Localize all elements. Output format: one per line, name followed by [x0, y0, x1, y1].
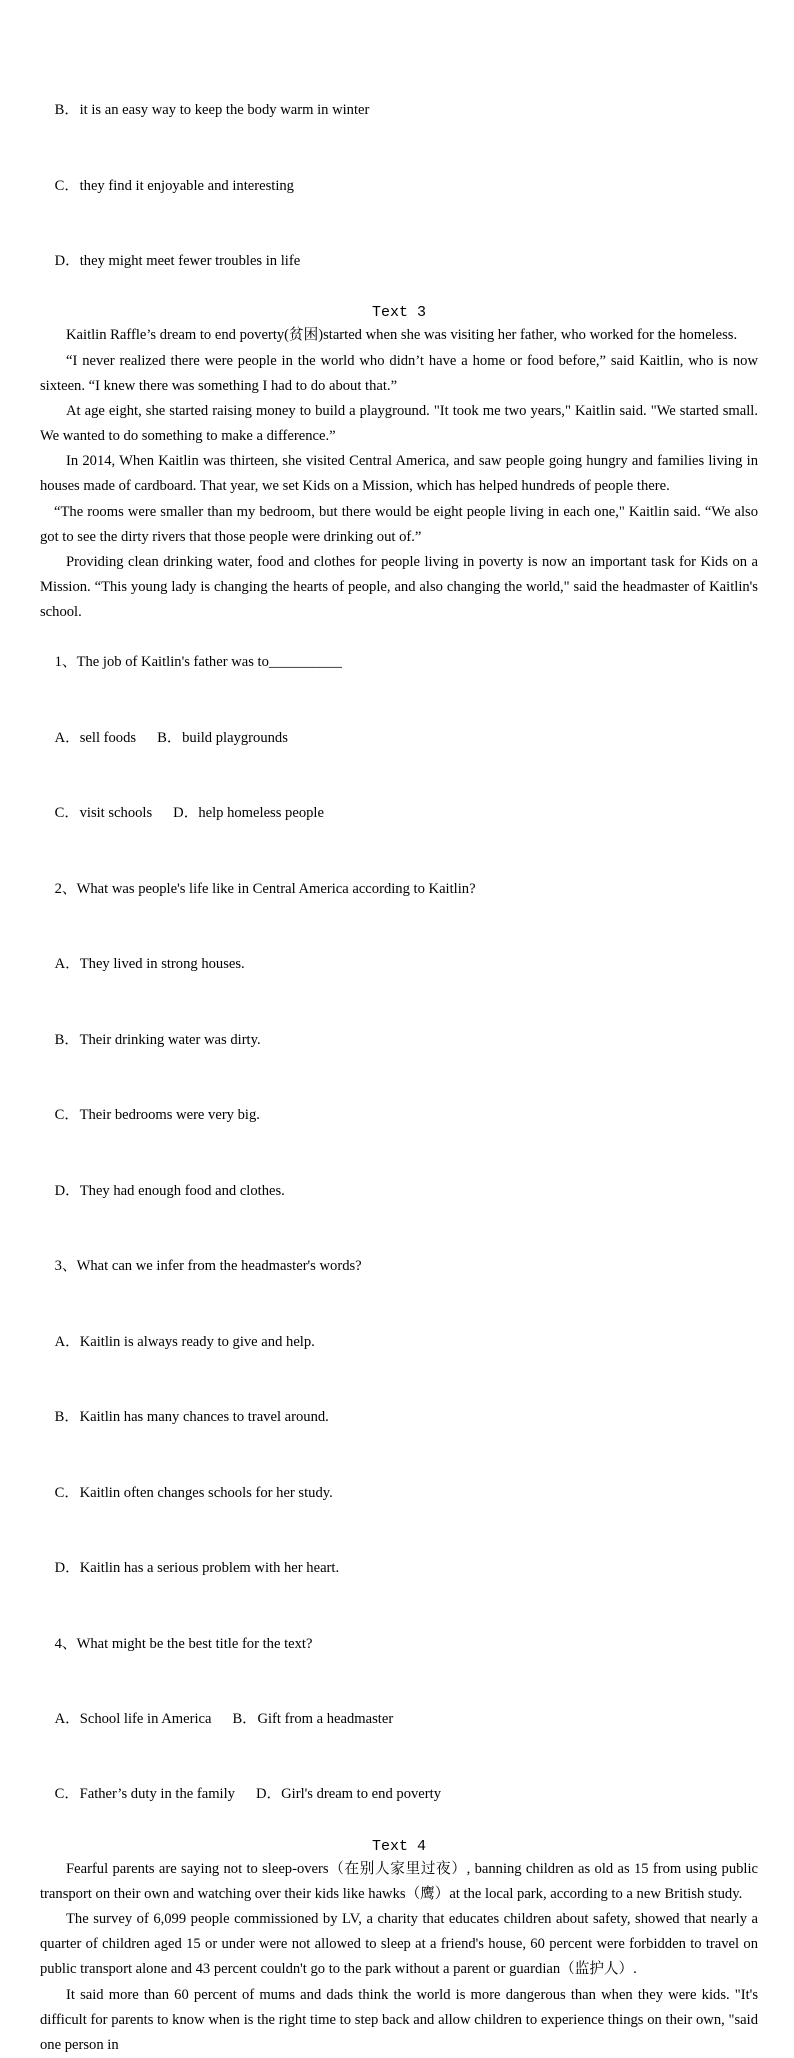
question-stem: The job of Kaitlin's father was to__________: [76, 654, 342, 671]
option-text: build playgrounds: [182, 729, 288, 746]
paragraph: Kaitlin Raffle’s dream to end poverty(贫困)started when she was visiting her father, who worked for the homeless.: [66, 327, 738, 344]
answer-option: [55, 102, 370, 118]
option-label: A．: [54, 1333, 80, 1350]
question-number: 4、: [54, 1635, 77, 1652]
option-label: A．: [54, 956, 80, 973]
option-line: [40, 1154, 758, 1229]
answer-option: [173, 805, 324, 821]
option-text: Kaitlin has a serious problem with her heart.: [79, 1560, 340, 1577]
option-text: sell foods: [79, 729, 137, 746]
option-line: [40, 1380, 758, 1455]
option-text: Father’s duty in the family: [79, 1786, 235, 1803]
option-label: B．: [54, 1031, 79, 1048]
option-label: D．: [173, 805, 199, 822]
option-text: Kaitlin often changes schools for her study.: [79, 1484, 333, 1501]
option-label: C．: [54, 805, 79, 822]
option-label: C．: [54, 1484, 79, 1501]
answer-option: [55, 1334, 315, 1350]
option-line: [40, 1682, 758, 1757]
answer-option: [55, 805, 153, 821]
question-number: 1、: [54, 654, 77, 671]
paragraph: In 2014, When Kaitlin was thirteen, she visited Central America, and saw people going hungry and families living in houses made of cardboard. That year, we set Kids on a Mission, which has helped hundreds of people there.: [40, 453, 758, 495]
answer-option: [55, 730, 137, 746]
answer-option: [55, 1711, 212, 1727]
option-label: B．: [54, 102, 79, 119]
question-stem-line: [40, 625, 758, 700]
option-line: [40, 927, 758, 1002]
option-label: A．: [54, 1711, 80, 1727]
option-label: C．: [54, 1107, 79, 1124]
answer-option: [256, 1786, 441, 1802]
option-line: [40, 148, 758, 223]
option-label: D．: [54, 1182, 80, 1199]
option-text: it is an easy way to keep the body warm in winter: [79, 102, 370, 119]
option-text: they find it enjoyable and interesting: [79, 177, 294, 194]
option-label: B．: [157, 729, 182, 746]
question-number: 3、: [54, 1258, 77, 1275]
option-text: they might meet fewer troubles in life: [79, 253, 301, 270]
option-text: help homeless people: [198, 805, 324, 822]
question-stem-line: [40, 852, 758, 927]
answer-option: [55, 1409, 329, 1425]
option-label: C．: [54, 1786, 79, 1803]
option-line: [40, 1003, 758, 1078]
paragraph: Providing clean drinking water, food and clothes for people living in poverty is now an important task for Kids on a Mission. “This young lady is changing the hearts of people, and also changing the world," said the headmaster of Kaitlin's school.: [40, 553, 758, 621]
option-text: They had enough food and clothes.: [79, 1182, 285, 1199]
option-label: A．: [54, 729, 80, 746]
answer-option: [232, 1711, 393, 1727]
option-label: C．: [54, 177, 79, 194]
text3-heading: Text 3: [371, 304, 426, 322]
question-stem: What might be the best title for the text?: [76, 1635, 313, 1652]
paragraph: “The rooms were smaller than my bedroom, but there would be eight people living in each one," Kaitlin said. “We also got to see the dirty rivers that those people were drinking out of.”: [40, 503, 758, 545]
answer-option: [55, 253, 301, 269]
option-text: Kaitlin is always ready to give and help.: [79, 1333, 315, 1350]
option-line: [40, 73, 758, 148]
paragraph: “I never realized there were people in the world who didn’t have a home or food before,” said Kaitlin, who is now sixteen. “I knew there was something I had to do about that.”: [40, 352, 758, 394]
text4-heading: Text 4: [371, 1837, 426, 1855]
answer-option: [55, 178, 294, 194]
answer-option: [55, 1032, 261, 1048]
answer-option: [157, 730, 288, 746]
option-line: [40, 1078, 758, 1153]
option-line: [40, 1531, 758, 1606]
paragraph: Fearful parents are saying not to sleep-overs（在别人家里过夜）, banning children as old as 15 from using public transport on their own and watching over their kids like hawks（鹰）at the local park, according to a new British study.: [40, 1860, 758, 1902]
option-label: D．: [54, 1560, 80, 1577]
option-label: D．: [255, 1786, 282, 1803]
option-line: [40, 1757, 758, 1832]
option-line: [40, 701, 758, 776]
option-line: [40, 1455, 758, 1530]
answer-option: [55, 956, 245, 972]
option-text: School life in America: [79, 1711, 212, 1727]
option-line: [40, 224, 758, 299]
option-text: They lived in strong houses.: [79, 956, 245, 973]
option-text: visit schools: [79, 805, 153, 822]
question-stem: What can we infer from the headmaster's words?: [76, 1258, 362, 1275]
option-text: Girl's dream to end poverty: [281, 1786, 441, 1803]
question-number: 2、: [54, 880, 77, 897]
answer-option: [55, 1183, 285, 1199]
question-stem-line: [40, 1229, 758, 1304]
option-label: B．: [54, 1409, 79, 1426]
question-stem-line: [40, 1606, 758, 1681]
answer-option: [55, 1786, 235, 1802]
option-line: [40, 776, 758, 851]
option-text: Kaitlin has many chances to travel around.: [79, 1409, 329, 1426]
paragraph: It said more than 60 percent of mums and dads think the world is more dangerous than when they were kids. "It's difficult for parents to know when is the right time to step back and allow children to experience things on their own, "said one person in: [40, 1986, 758, 2053]
answer-option: [55, 1485, 333, 1501]
option-text: Their drinking water was dirty.: [79, 1031, 261, 1048]
option-label: D．: [54, 253, 80, 270]
paragraph: At age eight, she started raising money to build a playground. "It took me two years," Kaitlin said. "We started small. We wanted to do something to make a difference.”: [40, 402, 758, 445]
option-label: B．: [232, 1711, 257, 1727]
question-stem: What was people's life like in Central America according to Kaitlin?: [76, 880, 476, 897]
answer-option: [55, 1107, 260, 1123]
option-text: Their bedrooms were very big.: [79, 1107, 260, 1124]
option-text: Gift from a headmaster: [257, 1711, 394, 1727]
option-line: [40, 1305, 758, 1380]
answer-option: [55, 1560, 340, 1576]
paragraph: The survey of 6,099 people commissioned by LV, a charity that educates children about safety, showed that nearly a quarter of children aged 15 or under were not allowed to sleep at a friend's house, 60 percent were forbidden to travel on public transport alone and 43 percent couldn't go to the park without a parent or guardian（监护人）.: [40, 1911, 758, 1978]
